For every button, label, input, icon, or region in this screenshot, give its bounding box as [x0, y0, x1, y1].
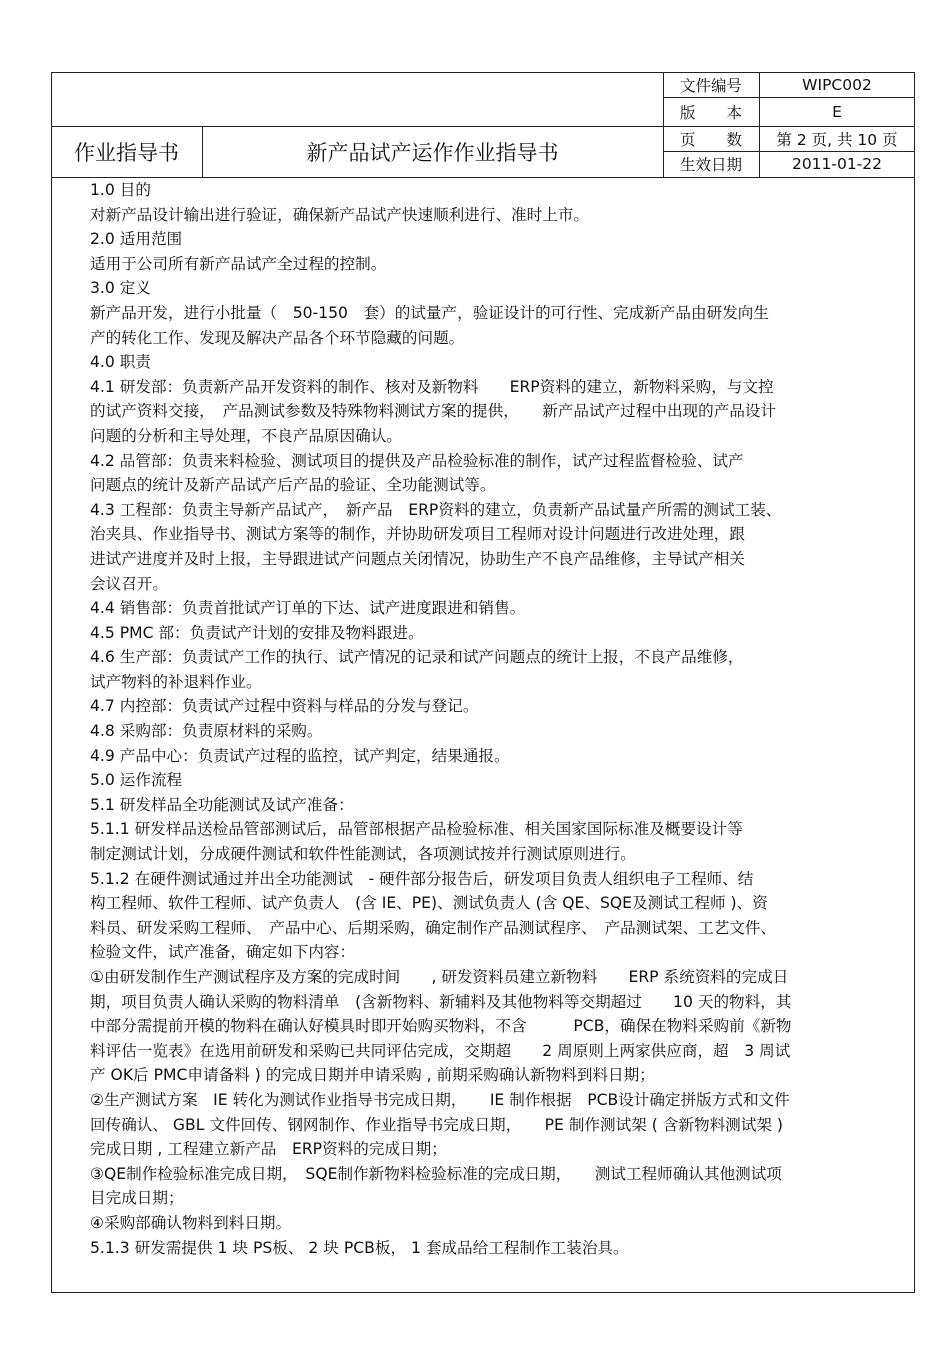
field-value-effective-date: 2011-01-22 [791, 155, 883, 173]
body-line: 期，项目负责人确认采购的物料清单 (含新物料、新辅料及其他物料等交期超过 10 天的物料，其 [90, 992, 792, 1011]
field-label-effective-date: 生效日期 [679, 156, 742, 174]
body-line: 检验文件，试产准备，确定如下内容： [90, 943, 356, 962]
body-line: 3.0 定义 [90, 279, 151, 298]
body-line: 5.1 研发样品全功能测试及试产准备： [90, 795, 354, 814]
body-line: 5.1.3 研发需提供 1 块 PS板、 2 块 PCB板， 1 套成品给工程制作工装治具。 [90, 1238, 629, 1257]
body-line: 问题点的统计及新产品试产后产品的验证、全功能测试等。 [90, 476, 496, 495]
body-line: 制定测试计划，分成硬件测试和软件性能测试，各项测试按并行测试原则进行。 [90, 845, 636, 864]
body-line: 4.2 品管部：负责来料检验、测试项目的提供及产品检验标准的制作，试产过程监督检验、试产 [90, 451, 744, 470]
body-line: 对新产品设计输出进行验证，确保新产品试产快速顺利进行、准时上市。 [90, 205, 590, 224]
body-line: 1.0 目的 [90, 181, 151, 199]
body-line: 进试产进度并及时上报，主导跟进试产问题点关闭情况，协助生产不良产品维修，主导试产相关 [90, 549, 745, 568]
body-line: 完成日期 , 工程建立新产品 ERP资料的完成日期； [90, 1140, 447, 1159]
body-line: 5.0 运作流程 [90, 771, 183, 790]
body-line: 构工程师、软件工程师、试产负责人 (含 IE、PE)、测试负责人 (含 QE、SQE及测试工程师 )、资 [90, 894, 768, 913]
field-label-version: 版 本 [679, 103, 742, 122]
body-line: 适用于公司所有新产品试产全过程的控制。 [90, 254, 387, 273]
body-line: 4.7 内控部：负责试产过程中资料与样品的分发与登记。 [90, 697, 479, 716]
document-body [90, 178, 890, 1260]
body-line: 料评估一览表》在选用前研发和采购已共同评估完成，交期超 2 周原则上两家供应商，超 3 周试 [90, 1041, 791, 1060]
body-line: 4.0 职责 [90, 353, 151, 372]
body-line: 试产物料的补退料作业。 [90, 672, 262, 691]
field-label-pages: 页 数 [679, 130, 742, 149]
body-line: ②生产测试方案 IE 转化为测试作业指导书完成日期， IE 制作根据 PCB设计确定拼版方式和文件 [90, 1090, 790, 1109]
body-line: 4.3 工程部：负责主导新产品试产， 新产品 ERP资料的建立，负责新产品试量产所需的测试工装、 [90, 500, 782, 519]
field-value-doc-number: WIPC002 [802, 75, 872, 94]
body-line: 会议召开。 [90, 574, 168, 593]
field-value-pages: 第 2 页, 共 10 页 [776, 130, 898, 149]
field-label-doc-number: 文件编号 [679, 76, 742, 95]
body-line: 回传确认、 GBL 文件回传、钢网制作、作业指导书完成日期， PE 制作测试架 ( 含新物料测试架 ) [90, 1115, 783, 1134]
body-line: 新产品开发，进行小批量（ 50-150 套）的试量产，验证设计的可行性、完成新产品由研发向生 [90, 303, 769, 322]
body-line: 目完成日期； [90, 1189, 184, 1208]
body-line: 4.9 产品中心：负责试产过程的监控，试产判定，结果通报。 [90, 746, 510, 765]
doc-type-label: 作业指导书 [74, 140, 179, 165]
body-line: 2.0 适用范围 [90, 230, 183, 249]
field-value-version: E [832, 102, 842, 121]
body-line: 4.6 生产部：负责试产工作的执行、试产情况的记录和试产问题点的统计上报，不良产品维修， [90, 648, 744, 667]
body-line: 4.8 采购部：负责原材料的采购。 [90, 722, 323, 741]
body-line: ①由研发制作生产测试程序及方案的完成时间 , 研发资料员建立新物料 ERP 系统资料的完成日 [90, 968, 789, 986]
body-line: 4.4 销售部：负责首批试产订单的下达、试产进度跟进和销售。 [90, 599, 526, 618]
body-line: 的试产资料交接， 产品测试参数及特殊物料测试方案的提供， 新产品试产过程中出现的产品设计 [90, 402, 777, 421]
body-line: 治夹具、作业指导书、测试方案等的制作，并协助研发项目工程师对设计问题进行改进处理，跟 [90, 525, 745, 544]
body-line: 中部分需提前开模的物料在确认好模具时即开始购买物料，不含 PCB，确保在物料采购前《新物 [90, 1017, 792, 1036]
body-line: ③QE制作检验标准完成日期， SQE制作新物料检验标准的完成日期， 测试工程师确认其他测试项 [90, 1164, 782, 1183]
body-line: 产 OK后 PMC申请备料 ) 的完成日期并申请采购 , 前期采购确认新物料到料日期； [90, 1066, 655, 1085]
page-title: 新产品试产运作作业指导书 [306, 140, 559, 165]
body-line: ④采购部确认物料到料日期。 [90, 1213, 292, 1232]
body-line: 产的转化工作、发现及解决产品各个环节隐藏的问题。 [90, 328, 465, 347]
body-line: 5.1.1 研发样品送检品管部测试后，品管部根据产品检验标准、相关国家国际标准及概要设计等 [90, 820, 743, 839]
body-line: 4.1 研发部：负责新产品开发资料的制作、核对及新物料 ERP资料的建立，新物料采购，与文控 [90, 377, 774, 396]
body-line: 问题的分析和主导处理，不良产品原因确认。 [90, 426, 402, 445]
body-line: 料员、研发采购工程师、 产品中心、后期采购，确定制作产品测试程序、 产品测试架、工艺文件、 [90, 918, 777, 937]
body-line: 4.5 PMC 部：负责试产计划的安排及物料跟进。 [90, 623, 424, 642]
body-line: 5.1.2 在硬件测试通过并出全功能测试 - 硬件部分报告后，研发项目负责人组织电子工程师、结 [90, 869, 754, 888]
